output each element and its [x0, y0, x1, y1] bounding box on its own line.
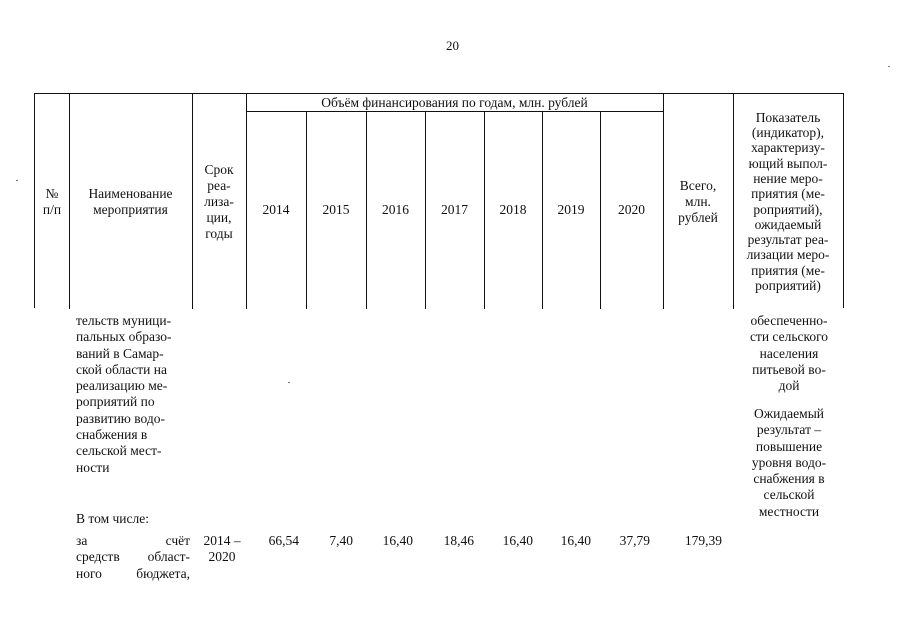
scan-speck: [16, 180, 18, 181]
header-number: № п/п: [42, 185, 62, 217]
scan-speck: [288, 382, 290, 383]
scan-speck: [888, 66, 890, 67]
row-value-2016: 16,40: [382, 533, 413, 548]
row-total: 179,39: [684, 533, 722, 548]
row-name-line: [76, 533, 190, 549]
row-name-word: средств: [76, 549, 120, 565]
row-value-2014: 66,54: [268, 533, 299, 548]
row-name-line: [76, 549, 190, 565]
header-year: 2016: [382, 202, 409, 217]
indicator-continuation: обеспеченно- сти сельского населения питьевой во- дой: [749, 313, 829, 394]
measure-name-continuation: тельств муници- пальных образо- ваний в Самар- ской области на реализацию ме- роприятий по развитию водо- снабжения в сельской мест- ности: [76, 313, 172, 475]
expected-result: Ожидаемый результат – повышение уровня водо- снабжения в сельской местности: [751, 406, 827, 519]
including-label: В том числе:: [76, 511, 149, 526]
row-value-2018: 16,40: [502, 533, 533, 548]
page-number: 20: [446, 38, 459, 53]
row-period: 2014 – 2020: [203, 533, 241, 565]
row-value-2019: 16,40: [560, 533, 591, 548]
header-name: Наименование мероприятия: [88, 185, 173, 217]
row-name-word: бюджета,: [136, 565, 190, 581]
row-name-word: област-: [147, 549, 190, 565]
header-year: 2015: [322, 202, 350, 217]
row-name: [76, 533, 190, 582]
row-name-word: за: [76, 533, 88, 548]
header-year: 2019: [557, 202, 585, 217]
header-year: 2018: [499, 202, 527, 217]
header-period: Срок реа- лиза- ции, годы: [204, 161, 234, 241]
row-value-2020: 37,79: [619, 533, 650, 548]
header-year: 2020: [618, 202, 645, 217]
header-indicator: Показатель (индикатор), характеризу- ющий выпол- нение меро- приятия (ме- роприятий), ожидаемый результат реа- лизации меро- приятия (ме- роприятий): [746, 109, 830, 293]
row-name-line: [76, 566, 190, 582]
header-total: Всего, млн. рублей: [678, 177, 718, 225]
header-funding-group: Объём финансирования по годам, млн. рублей: [321, 94, 588, 110]
row-value-2015: 7,40: [329, 533, 353, 548]
row-value-2017: 18,46: [443, 533, 474, 548]
header-year: 2014: [262, 202, 290, 217]
row-name-word: ного: [76, 565, 102, 581]
table-header: [34, 93, 844, 308]
header-year: 2017: [441, 202, 468, 217]
row-name-word: счёт: [165, 533, 190, 548]
